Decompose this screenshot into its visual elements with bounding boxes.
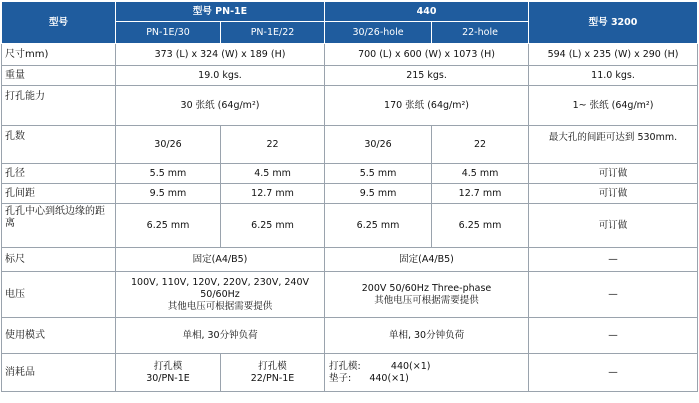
header-row bbox=[2, 2, 698, 22]
pitch-label: 孔间距 bbox=[2, 184, 116, 204]
diameter-c: 可订做 bbox=[529, 164, 698, 184]
ruler-a: 固定(A4/B5) bbox=[116, 248, 325, 272]
size-a: 373 (L) x 324 (W) x 189 (H) bbox=[116, 44, 325, 66]
holes-b2: 22 bbox=[432, 126, 529, 164]
holes-b1: 30/26 bbox=[325, 126, 432, 164]
model-b-header: 440 bbox=[325, 2, 529, 22]
diameter-a2: 4.5 mm bbox=[221, 164, 325, 184]
consumables-a2: 打孔模 22/PN-1E bbox=[221, 354, 325, 392]
size-c: 594 (L) x 235 (W) x 290 (H) bbox=[529, 44, 698, 66]
pitch-row bbox=[2, 184, 698, 204]
diameter-row bbox=[2, 164, 698, 184]
ruler-label: 标尺 bbox=[2, 248, 116, 272]
weight-row bbox=[2, 66, 698, 86]
margin-a2: 6.25 mm bbox=[221, 204, 325, 248]
margin-b1: 6.25 mm bbox=[325, 204, 432, 248]
size-b: 700 (L) x 600 (W) x 1073 (H) bbox=[325, 44, 529, 66]
duty-c: — bbox=[529, 318, 698, 354]
margin-a1: 6.25 mm bbox=[116, 204, 221, 248]
duty-b: 单相, 30分钟负荷 bbox=[325, 318, 529, 354]
voltage-label: 电压 bbox=[2, 272, 116, 318]
sub-b2-header: 22-hole bbox=[432, 22, 529, 44]
diameter-a1: 5.5 mm bbox=[116, 164, 221, 184]
pitch-b2: 12.7 mm bbox=[432, 184, 529, 204]
holes-row bbox=[2, 126, 698, 164]
capacity-c: 1~ 张纸 (64g/m²) bbox=[529, 86, 698, 126]
capacity-b: 170 张纸 (64g/m²) bbox=[325, 86, 529, 126]
model-a-header: 型号 PN-1E bbox=[116, 2, 325, 22]
consumables-a1: 打孔模 30/PN-1E bbox=[116, 354, 221, 392]
margin-b2: 6.25 mm bbox=[432, 204, 529, 248]
ruler-c: — bbox=[529, 248, 698, 272]
ruler-row bbox=[2, 248, 698, 272]
consumables-b bbox=[325, 354, 529, 392]
margin-c: 可订做 bbox=[529, 204, 698, 248]
size-row bbox=[2, 44, 698, 66]
voltage-c: — bbox=[529, 272, 698, 318]
duty-row bbox=[2, 318, 698, 354]
diameter-b1: 5.5 mm bbox=[325, 164, 432, 184]
pitch-b1: 9.5 mm bbox=[325, 184, 432, 204]
holes-a2: 22 bbox=[221, 126, 325, 164]
voltage-b: 200V 50/60Hz Three-phase 其他电压可根据需要提供 bbox=[325, 272, 529, 318]
duty-label: 使用模式 bbox=[2, 318, 116, 354]
margin-label: 孔孔中心到纸边缘的距离 bbox=[2, 204, 116, 248]
margin-row bbox=[2, 204, 698, 248]
diameter-label: 孔径 bbox=[2, 164, 116, 184]
duty-a: 单相, 30分钟负荷 bbox=[116, 318, 325, 354]
holes-a1: 30/26 bbox=[116, 126, 221, 164]
diameter-b2: 4.5 mm bbox=[432, 164, 529, 184]
consumables-b-line1: 打孔模: 440(×1) bbox=[329, 360, 431, 372]
voltage-row bbox=[2, 272, 698, 318]
capacity-a: 30 张纸 (64g/m²) bbox=[116, 86, 325, 126]
capacity-row bbox=[2, 86, 698, 126]
pitch-c: 可订做 bbox=[529, 184, 698, 204]
size-label: 尺寸mm) bbox=[2, 44, 116, 66]
weight-a: 19.0 kgs. bbox=[116, 66, 325, 86]
capacity-label: 打孔能力 bbox=[2, 86, 116, 126]
holes-c: 最大孔的间距可达到 530mm. bbox=[529, 126, 698, 164]
weight-label: 重量 bbox=[2, 66, 116, 86]
consumables-row bbox=[2, 354, 698, 392]
sub-b1-header: 30/26-hole bbox=[325, 22, 432, 44]
consumables-b-line2: 垫子: 440(×1) bbox=[329, 372, 409, 384]
consumables-b-list bbox=[329, 361, 430, 385]
consumables-c: — bbox=[529, 354, 698, 392]
spec-table bbox=[1, 1, 698, 392]
voltage-a: 100V, 110V, 120V, 220V, 230V, 240V 50/60Hz 其他电压可根据需要提供 bbox=[116, 272, 325, 318]
sub-a2-header: PN-1E/22 bbox=[221, 22, 325, 44]
consumables-label: 消耗品 bbox=[2, 354, 116, 392]
sub-a1-header: PN-1E/30 bbox=[116, 22, 221, 44]
pitch-a1: 9.5 mm bbox=[116, 184, 221, 204]
model-c-header: 型号 3200 bbox=[529, 2, 698, 44]
ruler-b: 固定(A4/B5) bbox=[325, 248, 529, 272]
pitch-a2: 12.7 mm bbox=[221, 184, 325, 204]
weight-c: 11.0 kgs. bbox=[529, 66, 698, 86]
weight-b: 215 kgs. bbox=[325, 66, 529, 86]
holes-label: 孔数 bbox=[2, 126, 116, 164]
model-label-header: 型号 bbox=[2, 2, 116, 44]
